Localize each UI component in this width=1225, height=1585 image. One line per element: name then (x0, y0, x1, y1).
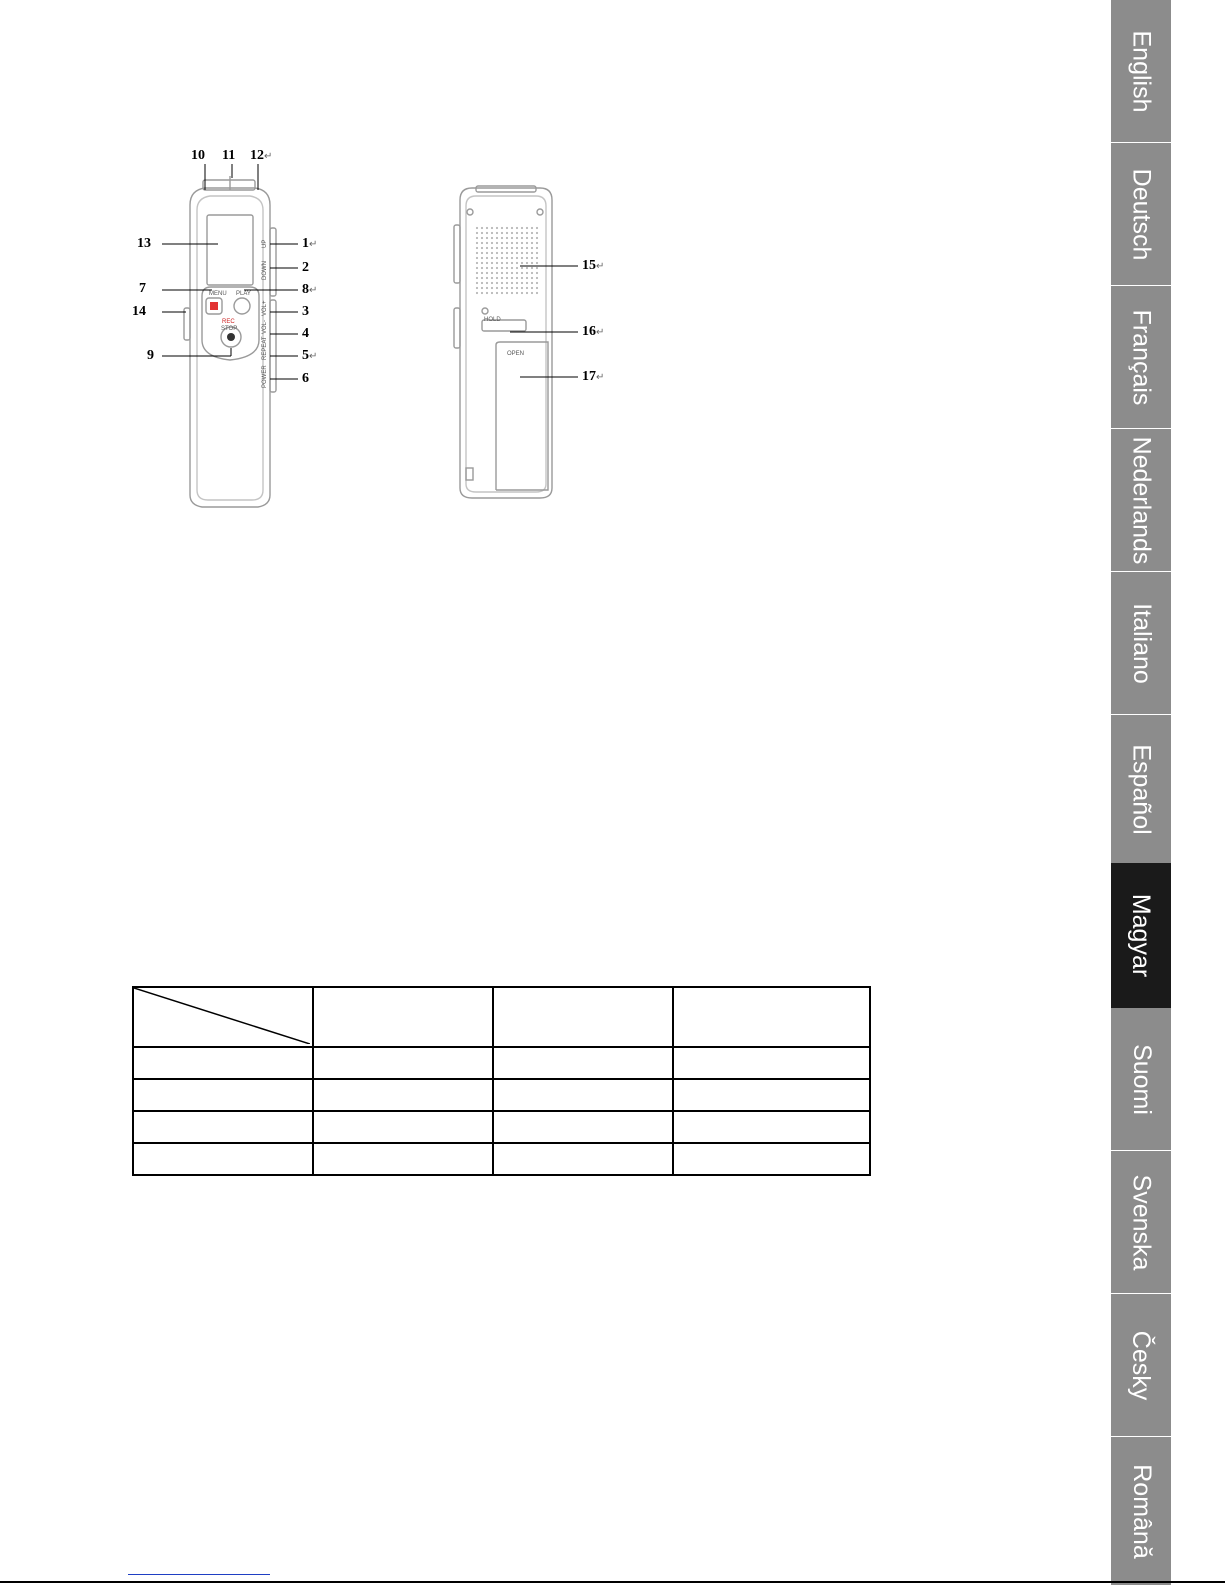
grille-dot (486, 237, 488, 239)
grille-dot (511, 287, 513, 289)
diagonal-divider (134, 988, 310, 1044)
grille-dot (496, 262, 498, 264)
grille-dot (491, 232, 493, 234)
callout-6: 6 (302, 371, 309, 386)
table-cell (133, 1047, 313, 1079)
grille-dot (481, 242, 483, 244)
table-row (133, 1079, 870, 1111)
grille-dot (536, 287, 538, 289)
grille-dot (526, 267, 528, 269)
grille-dot (501, 292, 503, 294)
grille-dot (501, 232, 503, 234)
grille-dot (496, 247, 498, 249)
page-bottom-rule (0, 1581, 1225, 1583)
grille-dot (481, 232, 483, 234)
grille-dot (496, 252, 498, 254)
tab-deutsch[interactable] (1111, 143, 1171, 285)
callout-17: 17↵ (582, 369, 605, 384)
grille-dot (486, 242, 488, 244)
grille-dot (491, 227, 493, 229)
grille-dot (521, 272, 523, 274)
tab-espanol[interactable] (1111, 715, 1171, 863)
grille-dot (516, 272, 518, 274)
grille-dot (521, 267, 523, 269)
grille-dot (496, 282, 498, 284)
callout-16: 16↵ (582, 324, 605, 339)
tab-magyar[interactable] (1111, 863, 1171, 1008)
grille-dot (511, 272, 513, 274)
grille-dot (526, 252, 528, 254)
tab-english[interactable] (1111, 0, 1171, 142)
grille-dot (491, 282, 493, 284)
grille-dot (496, 232, 498, 234)
table-row (133, 1143, 870, 1175)
grille-dot (496, 267, 498, 269)
grille-dot (536, 282, 538, 284)
table-cell (313, 1143, 493, 1175)
tab-svenska[interactable] (1111, 1151, 1171, 1293)
grille-dot (476, 247, 478, 249)
grille-dot (521, 277, 523, 279)
grille-dot (486, 252, 488, 254)
table-cell (493, 1143, 673, 1175)
grille-dot (481, 262, 483, 264)
grille-dot (516, 262, 518, 264)
grille-dot (526, 232, 528, 234)
grille-dot (526, 287, 528, 289)
grille-dot (511, 277, 513, 279)
grille-dot (521, 262, 523, 264)
tab-label: English (1127, 30, 1156, 112)
rec-button-mark (210, 302, 218, 310)
tab-label: Español (1127, 743, 1156, 835)
table-row (133, 1047, 870, 1079)
grille-dot (511, 252, 513, 254)
table-cell (673, 1047, 870, 1079)
menu-label: MENU (209, 291, 227, 297)
table-header-cell (493, 987, 673, 1047)
tab-romana[interactable] (1111, 1437, 1171, 1585)
grille-dot (506, 292, 508, 294)
grille-dot (516, 287, 518, 289)
grille-dot (531, 237, 533, 239)
table-cell (673, 1143, 870, 1175)
grille-dot (531, 277, 533, 279)
grille-dot (486, 262, 488, 264)
grille-dot (476, 282, 478, 284)
grille-dot (481, 282, 483, 284)
grille-dot (511, 292, 513, 294)
grille-dot (481, 277, 483, 279)
table-cell (133, 1143, 313, 1175)
grille-dot (536, 272, 538, 274)
callout-5: 5↵ (302, 348, 318, 363)
grille-dot (476, 277, 478, 279)
grille-dot (511, 227, 513, 229)
device-illustration (0, 0, 640, 520)
grille-dot (526, 282, 528, 284)
grille-dot (536, 277, 538, 279)
grille-dot (501, 277, 503, 279)
grille-dot (526, 242, 528, 244)
grille-dot (516, 292, 518, 294)
grille-dot (536, 257, 538, 259)
grille-dot (536, 292, 538, 294)
table-header-cell (313, 987, 493, 1047)
up-label: UP (262, 239, 268, 248)
grille-dot (491, 287, 493, 289)
grille-dot (491, 237, 493, 239)
grille-dot (506, 262, 508, 264)
grille-dot (476, 227, 478, 229)
grille-dot (481, 227, 483, 229)
tab-label: Suomi (1127, 1043, 1156, 1115)
grille-dot (476, 287, 478, 289)
grille-dot (501, 262, 503, 264)
grille-dot (496, 292, 498, 294)
grille-dot (491, 247, 493, 249)
vol-minus-label: VOL- (262, 319, 268, 334)
grille-dot (521, 247, 523, 249)
tab-label: Svenska (1127, 1174, 1156, 1270)
grille-dot (496, 287, 498, 289)
grille-dot (531, 232, 533, 234)
grille-dot (531, 242, 533, 244)
grille-dot (486, 247, 488, 249)
grille-dot (486, 292, 488, 294)
grille-dot (521, 287, 523, 289)
grille-dot (476, 252, 478, 254)
grille-dot (501, 247, 503, 249)
grille-dot (516, 247, 518, 249)
grille-dot (526, 247, 528, 249)
grille-dot (521, 242, 523, 244)
grille-dot (506, 247, 508, 249)
callout-1: 1↵ (302, 236, 318, 251)
callout-2: 2 (302, 260, 309, 275)
grille-dot (531, 257, 533, 259)
grille-dot (531, 282, 533, 284)
grille-dot (476, 267, 478, 269)
grille-dot (531, 272, 533, 274)
grille-dot (531, 292, 533, 294)
grille-dot (481, 247, 483, 249)
grille-dot (486, 227, 488, 229)
grille-dot (486, 277, 488, 279)
grille-dot (486, 272, 488, 274)
grille-dot (526, 237, 528, 239)
table-cell (493, 1047, 673, 1079)
tab-cesky[interactable] (1111, 1294, 1171, 1436)
table-cell (313, 1111, 493, 1143)
grille-dot (506, 242, 508, 244)
table-header-row (133, 987, 870, 1047)
grille-dot (506, 272, 508, 274)
grille-dot (526, 262, 528, 264)
grille-dot (501, 282, 503, 284)
table-cell (133, 1111, 313, 1143)
tab-label: Français (1127, 309, 1156, 405)
vol-plus-label: VOL+ (262, 300, 268, 316)
grille-dot (511, 267, 513, 269)
spec-table (132, 986, 871, 1176)
grille-dot (506, 282, 508, 284)
grille-dot (526, 227, 528, 229)
grille-dot (501, 267, 503, 269)
grille-dot (536, 267, 538, 269)
grille-dot (531, 287, 533, 289)
grille-dot (491, 252, 493, 254)
grille-dot (531, 262, 533, 264)
grille-dot (491, 242, 493, 244)
grille-dot (521, 282, 523, 284)
grille-dot (506, 277, 508, 279)
table-cell (493, 1111, 673, 1143)
tab-label: Italiano (1127, 602, 1156, 684)
grille-dot (501, 257, 503, 259)
table-cell (673, 1111, 870, 1143)
table-row (133, 1111, 870, 1143)
grille-dot (501, 237, 503, 239)
grille-dot (526, 272, 528, 274)
grille-dot (496, 277, 498, 279)
table-corner-cell (133, 987, 313, 1047)
grille-dot (536, 237, 538, 239)
grille-dot (536, 252, 538, 254)
grille-dot (516, 237, 518, 239)
grille-dot (486, 287, 488, 289)
callout-10: 10 (191, 148, 205, 163)
grille-dot (506, 252, 508, 254)
tab-label: Deutsch (1127, 168, 1156, 260)
grille-dot (491, 267, 493, 269)
footer-link-underline[interactable] (128, 1574, 270, 1576)
grille-dot (526, 292, 528, 294)
power-label: POWER (262, 365, 268, 388)
stop-label: STOP (221, 326, 238, 332)
grille-dot (511, 232, 513, 234)
tab-italiano[interactable] (1111, 572, 1171, 714)
grille-dot (481, 237, 483, 239)
grille-dot (506, 287, 508, 289)
rec-label: REC (222, 319, 235, 325)
grille-dot (511, 282, 513, 284)
grille-dot (516, 232, 518, 234)
grille-dot (481, 287, 483, 289)
grille-dot (506, 257, 508, 259)
speaker-grille (476, 227, 538, 294)
grille-dot (486, 232, 488, 234)
grille-dot (521, 292, 523, 294)
grille-dot (516, 227, 518, 229)
grille-dot (481, 292, 483, 294)
table-cell (673, 1079, 870, 1111)
grille-dot (531, 227, 533, 229)
device-figure (0, 0, 640, 520)
grille-dot (491, 272, 493, 274)
grille-dot (476, 242, 478, 244)
grille-dot (486, 267, 488, 269)
grille-dot (506, 267, 508, 269)
grille-dot (536, 242, 538, 244)
grille-dot (501, 287, 503, 289)
grille-dot (506, 227, 508, 229)
callout-15: 15↵ (582, 258, 605, 273)
grille-dot (526, 277, 528, 279)
play-label: PLAY (236, 291, 251, 297)
grille-dot (516, 267, 518, 269)
grille-dot (476, 292, 478, 294)
grille-dot (506, 232, 508, 234)
grille-dot (511, 242, 513, 244)
grille-dot (491, 277, 493, 279)
grille-dot (536, 232, 538, 234)
grille-dot (501, 227, 503, 229)
grille-dot (501, 252, 503, 254)
grille-dot (531, 247, 533, 249)
grille-dot (521, 257, 523, 259)
grille-dot (496, 237, 498, 239)
tab-francais[interactable] (1111, 286, 1171, 428)
grille-dot (476, 262, 478, 264)
grille-dot (536, 227, 538, 229)
callout-4: 4 (302, 326, 309, 341)
grille-dot (476, 272, 478, 274)
tab-nederlands[interactable] (1111, 429, 1171, 571)
table-cell (133, 1079, 313, 1111)
grille-dot (496, 242, 498, 244)
tab-label: Magyar (1127, 893, 1156, 978)
grille-dot (481, 257, 483, 259)
grille-dot (476, 237, 478, 239)
repeat-label: REPEAT (262, 336, 268, 360)
grille-dot (481, 267, 483, 269)
grille-dot (506, 237, 508, 239)
grille-dot (536, 247, 538, 249)
grille-dot (521, 252, 523, 254)
grille-dot (476, 257, 478, 259)
grille-dot (511, 237, 513, 239)
tab-label: Česky (1127, 1330, 1156, 1400)
grille-dot (516, 242, 518, 244)
tab-suomi[interactable] (1111, 1008, 1171, 1150)
grille-dot (516, 252, 518, 254)
grille-dot (531, 252, 533, 254)
grille-dot (531, 267, 533, 269)
grille-dot (516, 257, 518, 259)
grille-dot (486, 257, 488, 259)
grille-dot (491, 257, 493, 259)
table-cell (493, 1079, 673, 1111)
tab-label: Nederlands (1127, 436, 1156, 564)
grille-dot (481, 252, 483, 254)
grille-dot (486, 282, 488, 284)
callout-12: 12↵ (250, 148, 273, 163)
callout-13: 13 (137, 236, 151, 251)
callout-8: 8↵ (302, 282, 318, 297)
grille-dot (521, 237, 523, 239)
grille-dot (496, 227, 498, 229)
grille-dot (476, 232, 478, 234)
open-label: OPEN (507, 351, 525, 357)
grille-dot (501, 242, 503, 244)
table-cell (313, 1079, 493, 1111)
grille-dot (496, 272, 498, 274)
tab-label: Română (1127, 1463, 1156, 1559)
table-cell (313, 1047, 493, 1079)
grille-dot (501, 272, 503, 274)
grille-dot (511, 257, 513, 259)
grille-dot (526, 257, 528, 259)
grille-dot (511, 247, 513, 249)
grille-dot (491, 292, 493, 294)
callout-7: 7 (139, 281, 146, 296)
down-label: DOWN (262, 261, 268, 280)
callout-3: 3 (302, 304, 309, 319)
grille-dot (536, 262, 538, 264)
back-leader-lines (510, 266, 578, 377)
grille-dot (511, 262, 513, 264)
language-tab-strip (1111, 0, 1171, 1585)
table-header-cell (673, 987, 870, 1047)
grille-dot (496, 257, 498, 259)
callout-14: 14 (132, 304, 146, 319)
grille-dot (521, 227, 523, 229)
callout-11: 11 (222, 148, 236, 163)
callout-9: 9 (147, 348, 154, 363)
hold-label: HOLD (484, 317, 501, 323)
grille-dot (521, 232, 523, 234)
grille-dot (491, 262, 493, 264)
grille-dot (481, 272, 483, 274)
grille-dot (516, 277, 518, 279)
grille-dot (516, 282, 518, 284)
